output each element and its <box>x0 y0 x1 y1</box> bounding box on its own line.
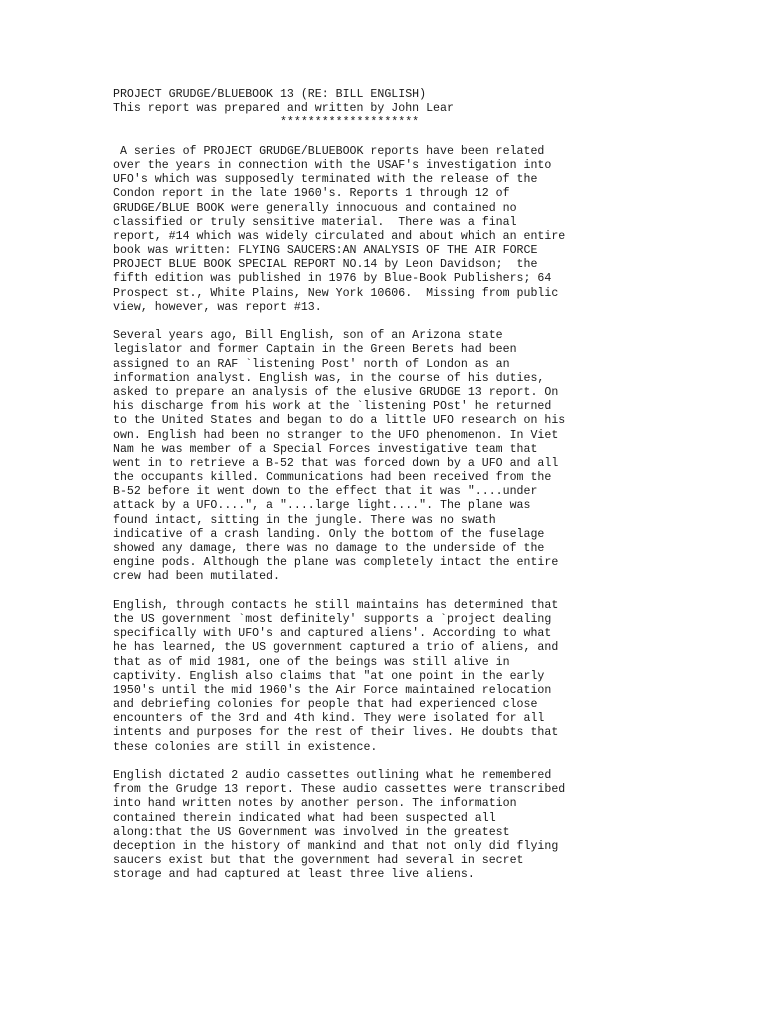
text-line: captivity. English also claims that "at one point in the early <box>113 669 545 683</box>
text-line: classified or truly sensitive material. There was a final <box>113 215 517 229</box>
document-title: PROJECT GRUDGE/BLUEBOOK 13 (RE: BILL ENGLISH) <box>113 88 427 101</box>
text-line: contained therein indicated what had been suspected all <box>113 811 496 825</box>
text-line: specifically with UFO's and captured aliens'. According to what <box>113 627 552 641</box>
text-line: along:that the US Government was involved in the greatest <box>113 825 510 839</box>
text-line: information analyst. English was, in the course of his duties, <box>113 371 545 385</box>
text-line: crew had been mutilated. <box>113 570 280 584</box>
text-line: Several years ago, Bill English, son of an Arizona state <box>113 329 503 343</box>
paragraph-4 <box>113 769 633 883</box>
text-line: asked to prepare an analysis of the elusive GRUDGE 13 report. On <box>113 385 559 399</box>
text-line: own. English had been no stranger to the UFO phenomenon. In Viet <box>113 428 559 442</box>
text-line: GRUDGE/BLUE BOOK were generally innocuous and contained no <box>113 201 517 215</box>
text-line: these colonies are still in existence. <box>113 740 378 754</box>
text-line: 1950's until the mid 1960's the Air Force maintained relocation <box>113 683 552 697</box>
text-line: A series of PROJECT GRUDGE/BLUEBOOK reports have been related <box>113 144 545 158</box>
text-line: to the United States and began to do a little UFO research on his <box>113 414 566 428</box>
text-line: report, #14 which was widely circulated and about which an entire <box>113 229 566 243</box>
paragraph-2 <box>113 329 633 584</box>
text-line: from the Grudge 13 report. These audio cassettes were transcribed <box>113 783 566 797</box>
text-line: assigned to an RAF `listening Post' north of London as an <box>113 357 510 371</box>
text-line: Prospect st., White Plains, New York 10606. Missing from public <box>113 286 559 300</box>
text-line: over the years in connection with the USAF's investigation into <box>113 158 552 172</box>
text-line: intents and purposes for the rest of their lives. He doubts that <box>113 726 559 740</box>
text-line: showed any damage, there was no damage to the underside of the <box>113 542 545 555</box>
text-line: UFO's which was supposedly terminated with the release of the <box>113 173 538 187</box>
text-line: storage and had captured at least three live aliens. <box>113 868 475 882</box>
text-line: PROJECT BLUE BOOK SPECIAL REPORT NO.14 by Leon Davidson; the <box>113 258 538 272</box>
text-line: encounters of the 3rd and 4th kind. They were isolated for all <box>113 712 545 726</box>
text-line: book was written: FLYING SAUCERS:AN ANALYSIS OF THE AIR FORCE <box>113 244 538 258</box>
document-body <box>113 145 633 883</box>
document-header <box>113 88 633 131</box>
document-byline: This report was prepared and written by John Lear <box>113 102 454 116</box>
text-line: Condon report in the late 1960's. Reports 1 through 12 of <box>113 187 510 201</box>
text-line: fifth edition was published in 1976 by Blue-Book Publishers; 64 <box>113 272 552 286</box>
text-line: Nam he was member of a Special Forces investigative team that <box>113 442 538 456</box>
text-line: deception in the history of mankind and that not only did flying <box>113 839 559 853</box>
text-line: engine pods. Although the plane was completely intact the entire <box>113 556 559 570</box>
text-line: the occupants killed. Communications had been received from the <box>113 471 552 485</box>
text-line: legislator and former Captain in the Green Berets had been <box>113 343 517 357</box>
text-line: he has learned, the US government captured a trio of aliens, and <box>113 641 559 655</box>
text-line: indicative of a crash landing. Only the bottom of the fuselage <box>113 527 545 541</box>
text-line: found intact, sitting in the jungle. There was no swath <box>113 513 496 527</box>
text-line: attack by a UFO....", a "....large light....". The plane was <box>113 499 531 513</box>
paragraph-3 <box>113 599 633 755</box>
text-line: English, through contacts he still maintains has determined that <box>113 598 559 612</box>
text-line: view, however, was report #13. <box>113 300 322 314</box>
paragraph-1 <box>113 145 633 315</box>
text-line: went in to retrieve a B-52 that was forced down by a UFO and all <box>113 456 559 470</box>
text-line: his discharge from his work at the `listening POst' he returned <box>113 400 552 414</box>
text-line: the US government `most definitely' supports a `project dealing <box>113 612 552 626</box>
document-page <box>113 88 633 897</box>
separator-line: ******************** <box>113 116 420 130</box>
text-line: B-52 before it went down to the effect that it was "....under <box>113 485 538 499</box>
text-line: and debriefing colonies for people that had experienced close <box>113 698 538 712</box>
text-line: that as of mid 1981, one of the beings was still alive in <box>113 655 510 669</box>
text-line: saucers exist but that the government had several in secret <box>113 854 524 868</box>
text-line: into hand written notes by another person. The information <box>113 797 517 811</box>
text-line: English dictated 2 audio cassettes outlining what he remembered <box>113 769 552 782</box>
